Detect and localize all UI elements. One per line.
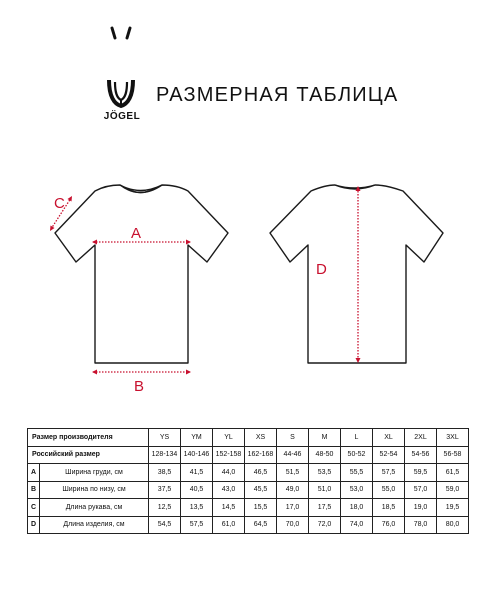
value-cell: 15,5 [245, 499, 277, 517]
value-cell: 53,5 [309, 464, 341, 482]
value-cell: 12,5 [149, 499, 181, 517]
table-row [28, 499, 469, 517]
size-cell: 2XL [405, 429, 437, 447]
value-cell: 61,5 [437, 464, 469, 482]
arrow-b-right [186, 370, 191, 375]
value-cell: 57,0 [405, 481, 437, 499]
value-cell: 51,0 [309, 481, 341, 499]
russian-size-cell: 140-146 [181, 446, 213, 464]
value-cell: 57,5 [373, 464, 405, 482]
table-row [28, 516, 469, 534]
russian-size-cell: 52-54 [373, 446, 405, 464]
value-cell: 37,5 [149, 481, 181, 499]
value-cell: 76,0 [373, 516, 405, 534]
value-cell: 54,5 [149, 516, 181, 534]
value-cell: 19,0 [405, 499, 437, 517]
label-a: A [131, 225, 142, 242]
size-table [27, 428, 469, 534]
value-cell: 46,5 [245, 464, 277, 482]
value-cell: 70,0 [277, 516, 309, 534]
size-cell: YS [149, 429, 181, 447]
size-cell: 3XL [437, 429, 469, 447]
row-name: Длина рукава, см [40, 499, 149, 517]
value-cell: 55,0 [373, 481, 405, 499]
russian-size-cell: 44-46 [277, 446, 309, 464]
arrow-a-left [92, 240, 97, 245]
value-cell: 17,5 [309, 499, 341, 517]
value-cell: 14,5 [213, 499, 245, 517]
label-d: D [316, 261, 327, 278]
row-key: A [28, 464, 40, 482]
value-cell: 13,5 [181, 499, 213, 517]
size-cell: XL [373, 429, 405, 447]
front-neck-rib [124, 187, 158, 193]
value-cell: 41,5 [181, 464, 213, 482]
size-cell: YL [213, 429, 245, 447]
table-header-row [28, 429, 469, 447]
value-cell: 18,5 [373, 499, 405, 517]
size-cell: S [277, 429, 309, 447]
value-cell: 19,5 [437, 499, 469, 517]
value-cell: 40,5 [181, 481, 213, 499]
value-cell: 55,5 [341, 464, 373, 482]
row-name: Ширина груди, см [40, 464, 149, 482]
row-name: Ширина по низу, см [40, 481, 149, 499]
value-cell: 74,0 [341, 516, 373, 534]
russian-size-cell: 162-168 [245, 446, 277, 464]
table-row [28, 464, 469, 482]
tshirt-back-outline [270, 185, 443, 363]
value-cell: 64,5 [245, 516, 277, 534]
russian-size-cell: 128-134 [149, 446, 181, 464]
value-cell: 38,5 [149, 464, 181, 482]
row-key: D [28, 516, 40, 534]
value-cell: 45,5 [245, 481, 277, 499]
value-cell: 78,0 [405, 516, 437, 534]
arrow-c-bottom [50, 226, 55, 232]
russian-size-cell: 152-158 [213, 446, 245, 464]
size-cell: YM [181, 429, 213, 447]
value-cell: 57,5 [181, 516, 213, 534]
arrow-d-bottom [356, 358, 361, 363]
label-b: B [134, 378, 145, 395]
arrow-a-right [186, 240, 191, 245]
value-cell: 53,0 [341, 481, 373, 499]
russian-size-cell: 50-52 [341, 446, 373, 464]
size-cell: M [309, 429, 341, 447]
tshirt-front-outline [55, 185, 228, 363]
value-cell: 49,0 [277, 481, 309, 499]
size-cell: L [341, 429, 373, 447]
value-cell: 17,0 [277, 499, 309, 517]
value-cell: 61,0 [213, 516, 245, 534]
arrow-b-left [92, 370, 97, 375]
row-key: B [28, 481, 40, 499]
value-cell: 80,0 [437, 516, 469, 534]
value-cell: 51,5 [277, 464, 309, 482]
table-row [28, 446, 469, 464]
header-manufacturer-size: Размер производителя [28, 429, 149, 447]
value-cell: 18,0 [341, 499, 373, 517]
value-cell: 59,0 [437, 481, 469, 499]
table-row [28, 481, 469, 499]
russian-size-cell: 56-58 [437, 446, 469, 464]
russian-size-cell: 48-50 [309, 446, 341, 464]
header-russian-size: Российский размер [28, 446, 149, 464]
value-cell: 43,0 [213, 481, 245, 499]
page-title: РАЗМЕРНАЯ ТАБЛИЦА [156, 84, 399, 106]
size-cell: XS [245, 429, 277, 447]
russian-size-cell: 54-56 [405, 446, 437, 464]
label-c: C [54, 195, 65, 212]
value-cell: 59,5 [405, 464, 437, 482]
row-key: C [28, 499, 40, 517]
logo-text: JÖGEL [103, 111, 141, 122]
value-cell: 72,0 [309, 516, 341, 534]
row-name: Длина изделия, см [40, 516, 149, 534]
value-cell: 44,0 [213, 464, 245, 482]
